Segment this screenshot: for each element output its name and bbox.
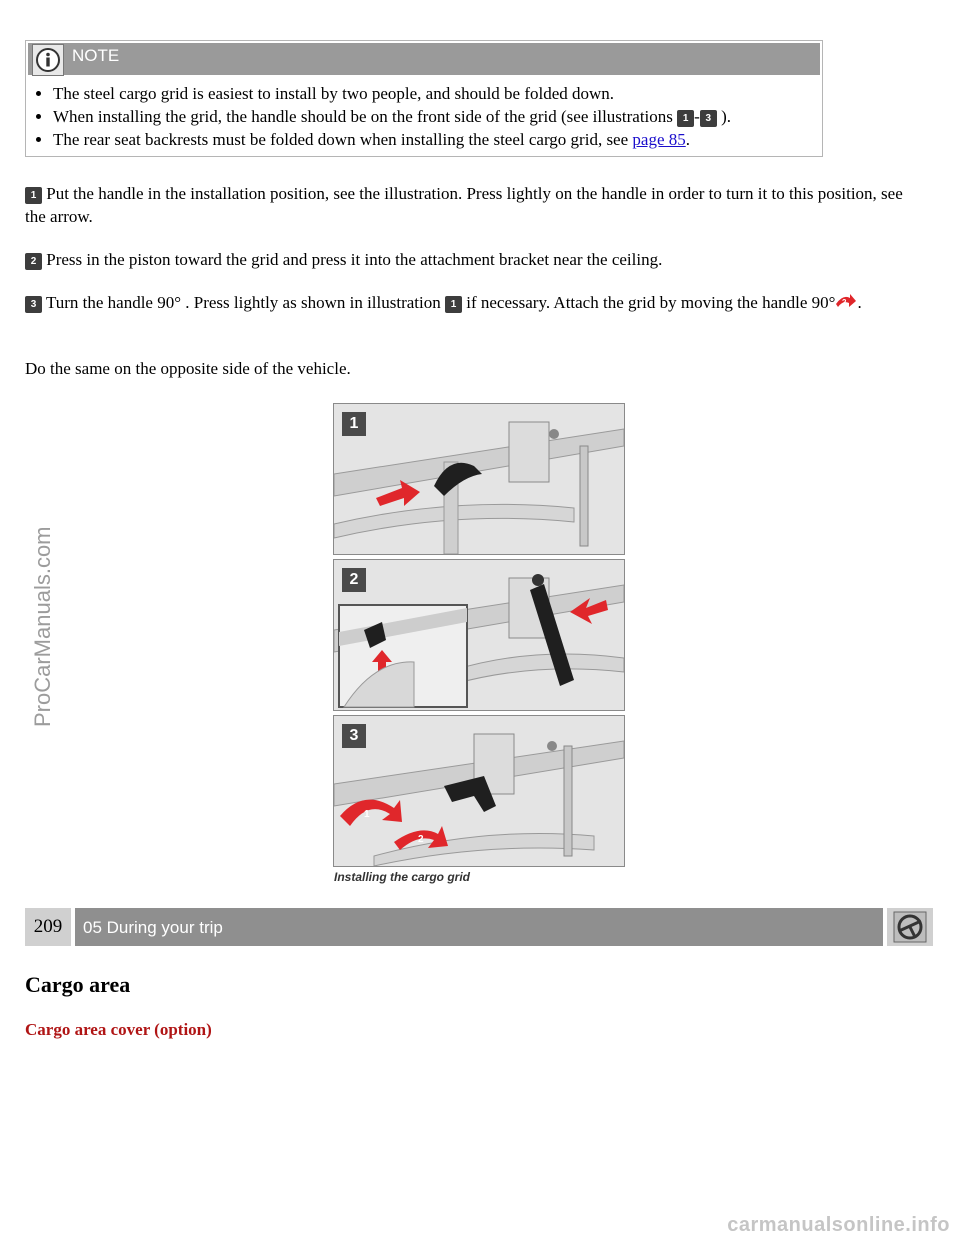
- red-arrow-2-icon: [835, 292, 857, 317]
- step-badge: 3: [25, 296, 42, 313]
- step-badge: 1: [25, 187, 42, 204]
- panel-number: 2: [342, 568, 366, 592]
- illustration-ref-badge: 1: [445, 296, 462, 313]
- step-1-text: [25, 183, 925, 229]
- step-text: Press in the piston toward the grid and press it into the attachment bracket near the ceiling.: [42, 250, 663, 269]
- note-item: [53, 129, 822, 150]
- note-item-text: When installing the grid, the handle should be on the front side of the grid (see illustrations: [53, 107, 678, 126]
- note-item: [53, 106, 822, 127]
- arrow-label: 2: [418, 834, 424, 845]
- note-list: [26, 83, 822, 150]
- side-watermark: ProCarManuals.com: [30, 526, 55, 727]
- illustration-ref-badge: 3: [700, 110, 717, 127]
- note-item-text: The steel cargo grid is easiest to install by two people, and should be folded down.: [53, 84, 615, 103]
- step-2-text: [25, 249, 925, 272]
- step-badge: 2: [25, 253, 42, 270]
- info-icon: [32, 44, 64, 76]
- page-number: 209: [25, 908, 75, 946]
- panel-3-drawing: [334, 716, 624, 866]
- step-text: if necessary. Attach the grid by moving the handle 90°: [462, 293, 836, 312]
- note-header: [26, 41, 822, 77]
- step-3: [25, 292, 925, 317]
- arrow-label: 1: [364, 809, 370, 820]
- illustration-ref-badge: 1: [677, 110, 694, 127]
- step-text: Put the handle in the installation position, see the illustration. Press lightly on the handle in order to turn it to this position, see the arrow.: [25, 184, 903, 226]
- step-2: [25, 249, 925, 272]
- illustration-panel-1: [333, 403, 625, 555]
- illustration-panel-3: [333, 715, 625, 867]
- bottom-watermark: carmanualsonline.info: [727, 1214, 950, 1236]
- note-box: [25, 40, 823, 157]
- note-title: NOTE: [72, 46, 120, 65]
- note-item-text: The rear seat backrests must be folded down when installing the steel cargo grid, see: [53, 130, 633, 149]
- note-item-text: .: [685, 130, 690, 149]
- page-85-link[interactable]: page 85: [632, 130, 686, 149]
- note-item-text: ).: [716, 107, 731, 126]
- cargo-grid-illustration: [333, 403, 625, 885]
- panel-number: 1: [342, 412, 366, 436]
- panel-2-drawing: [334, 560, 624, 710]
- step-4-text: Do the same on the opposite side of the vehicle.: [25, 359, 351, 378]
- step-text: .: [857, 293, 862, 312]
- panel-1-drawing: [334, 404, 624, 554]
- step-text: Turn the handle 90° . Press lightly as shown in illustration: [42, 293, 445, 312]
- section-title: Cargo area: [25, 972, 131, 997]
- chapter-title: 05 During your trip: [75, 908, 883, 946]
- step-4: [25, 358, 925, 381]
- illustration-caption: Installing the cargo grid: [334, 870, 471, 884]
- dash-text: -: [694, 107, 700, 126]
- illustration-panel-2: [333, 559, 625, 711]
- step-1: [25, 183, 925, 229]
- svg-text:2: 2: [842, 298, 847, 307]
- panel-number: 3: [342, 724, 366, 748]
- steering-wheel-icon: [883, 908, 933, 946]
- chapter-bar: [25, 908, 933, 946]
- step-3-text: [25, 292, 925, 317]
- section-subtitle: Cargo area cover (option): [25, 1020, 212, 1039]
- note-item: [53, 83, 822, 104]
